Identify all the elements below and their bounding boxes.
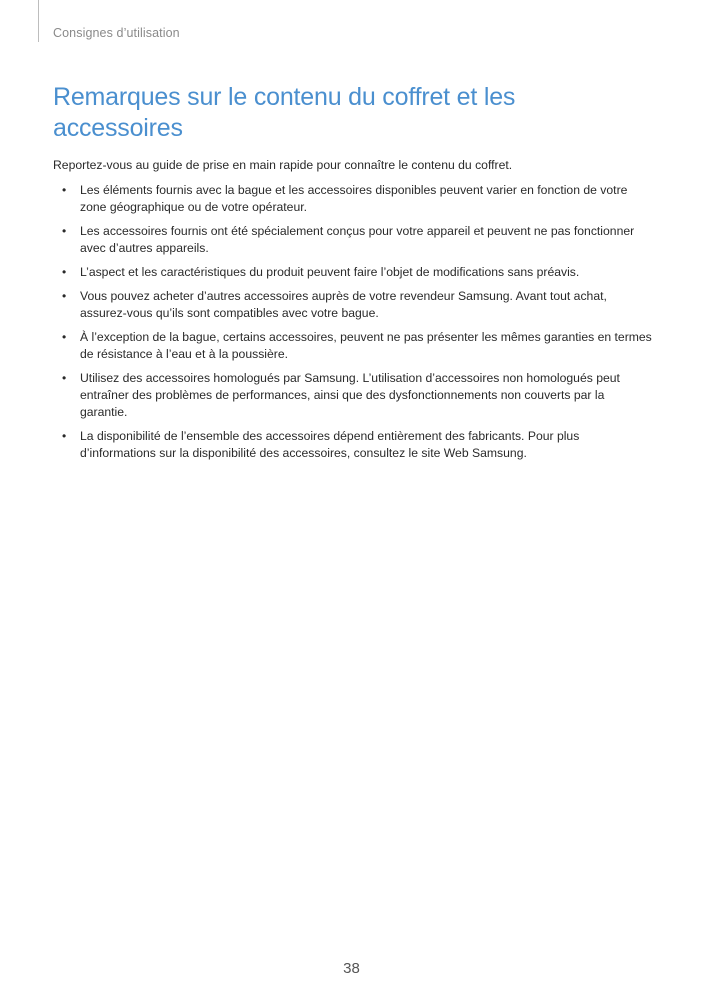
bullet-icon: • — [62, 183, 67, 197]
list-item-text: L’aspect et les caractéristiques du produit peuvent faire l’objet de modifications sans préavis. — [80, 265, 580, 279]
list-item-text: Les accessoires fournis ont été spécialement conçus pour votre appareil et peuvent ne pas fonctionner avec d’autres appareils. — [80, 224, 635, 255]
bullet-icon: • — [62, 371, 67, 385]
bullet-icon: • — [62, 289, 67, 303]
list-item-text: La disponibilité de l’ensemble des accessoires dépend entièrement des fabricants. Pour plus d’informations sur la disponibilité des accessoires, consultez le site Web Samsung. — [80, 429, 580, 460]
running-header: Consignes d’utilisation — [53, 26, 180, 40]
list-item-text: Vous pouvez acheter d’autres accessoires auprès de votre revendeur Samsung. Avant tout achat, assurez-vous qu’ils sont compatibles avec votre bague. — [80, 289, 607, 320]
bullet-icon: • — [62, 330, 67, 344]
list-item — [53, 182, 653, 216]
page-number: 38 — [343, 960, 360, 977]
list-item — [53, 428, 653, 462]
list-item — [53, 329, 653, 363]
list-item-text: Utilisez des accessoires homologués par Samsung. L’utilisation d’accessoires non homologués peut entraîner des problèmes de performances, ainsi que des dysfonctionnements non couverts par la garantie. — [80, 371, 620, 419]
header-divider — [38, 0, 39, 42]
list-item — [53, 264, 653, 281]
list-item — [53, 223, 653, 257]
page-title: Remarques sur le contenu du coffret et les accessoires — [53, 83, 516, 142]
list-item — [53, 370, 653, 421]
list-item-text: Les éléments fournis avec la bague et les accessoires disponibles peuvent varier en fonction de votre zone géographique ou de votre opérateur. — [80, 183, 628, 214]
list-item-text: À l’exception de la bague, certains accessoires, peuvent ne pas présenter les mêmes garanties en termes de résistance à l’eau et à la poussière. — [80, 330, 652, 361]
bullet-list — [53, 182, 653, 469]
bullet-icon: • — [62, 429, 67, 443]
list-item — [53, 288, 653, 322]
intro-paragraph: Reportez-vous au guide de prise en main rapide pour connaître le contenu du coffret. — [53, 158, 513, 172]
bullet-icon: • — [62, 224, 67, 238]
bullet-icon: • — [62, 265, 67, 279]
